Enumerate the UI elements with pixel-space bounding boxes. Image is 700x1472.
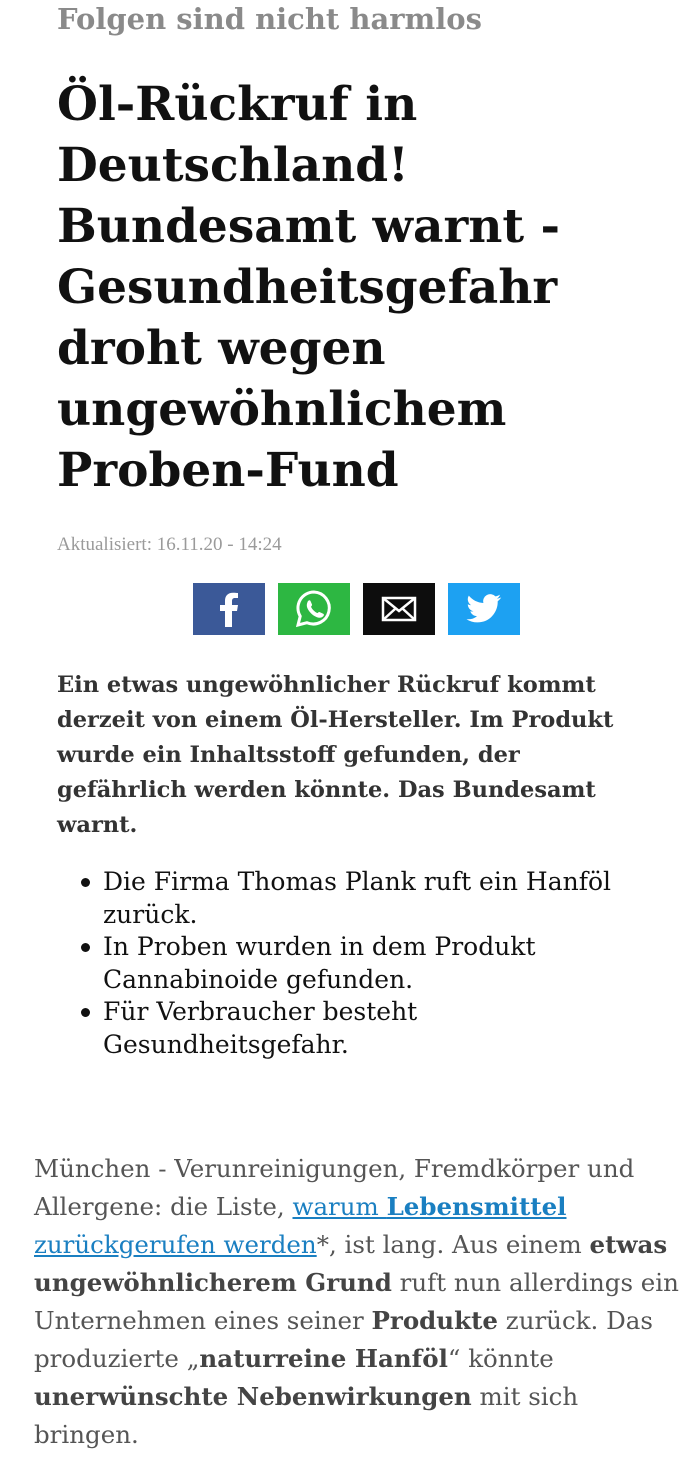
updated-timestamp: Aktualisiert: 16.11.20 - 14:24 <box>57 534 282 555</box>
email-share-button[interactable] <box>363 583 435 635</box>
article-headline: Öl-Rückruf in Deutschland! Bundesamt warnt - Gesundheitsgefahr droht wegen ungewöhnlichem Proben-Fund <box>57 77 560 498</box>
facebook-share-button[interactable] <box>193 583 265 635</box>
article-lead: Ein etwas ungewöhnlicher Rückruf kommt derzeit von einem Öl-Hersteller. Im Produkt wurde ein Inhaltsstoff gefunden, der gefährlich werden könnte. Das Bundesamt warnt. <box>57 672 614 838</box>
article-body-paragraph: München - Verunreinigungen, Fremdkörper und Allergene: die Liste, warum Lebensmittel zurückgerufen werden*, ist lang. Aus einem etwas ungewöhnlicherem Grund ruft nun allerdings ein Unternehmen eines seiner Produkte zurück. Das produzierte „naturreine Hanföl“ könnte unerwünschte Nebenwirkungen mit sich bringen. <box>34 1154 679 1449</box>
bullet-icon <box>81 878 90 887</box>
email-icon <box>381 595 417 623</box>
share-bar <box>193 583 520 635</box>
summary-list <box>78 866 668 1061</box>
list-item: Für Verbraucher besteht Gesundheitsgefahr. <box>78 996 668 1061</box>
twitter-icon <box>466 594 502 624</box>
facebook-icon <box>214 591 244 627</box>
whatsapp-icon <box>294 589 334 629</box>
whatsapp-share-button[interactable] <box>278 583 350 635</box>
bullet-icon <box>81 943 90 952</box>
twitter-share-button[interactable] <box>448 583 520 635</box>
article-kicker: Folgen sind nicht harmlos <box>57 2 482 36</box>
lebensmittel-recall-link[interactable]: warum Lebensmittel zurückgerufen werden <box>34 1192 567 1259</box>
bullet-icon <box>81 1008 90 1017</box>
list-item: In Proben wurden in dem Produkt Cannabinoide gefunden. <box>78 931 668 996</box>
list-item: Die Firma Thomas Plank ruft ein Hanföl zurück. <box>78 866 668 931</box>
